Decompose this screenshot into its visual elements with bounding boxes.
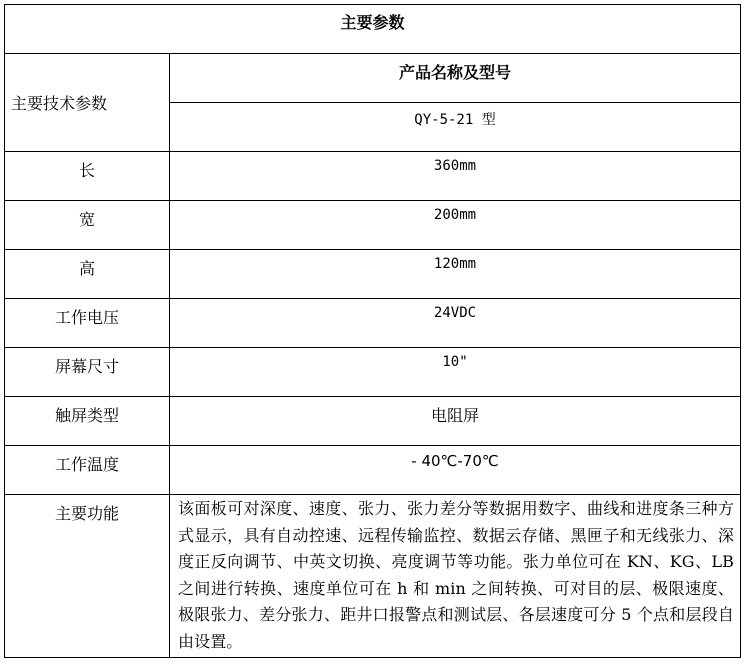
table-row	[5, 446, 741, 495]
parameters-table	[4, 4, 741, 658]
table-title-cell	[5, 5, 741, 54]
row-label-cell	[5, 446, 170, 495]
row-label: 触屏类型	[54, 406, 119, 425]
product-name-header: 产品名称及型号	[399, 63, 512, 82]
header-row	[5, 54, 741, 103]
functions-text-cell	[170, 495, 741, 658]
row-label: 屏幕尺寸	[54, 357, 119, 376]
row-value-cell	[170, 299, 741, 348]
row-value: 24VDC	[433, 305, 477, 321]
functions-label-cell	[5, 495, 170, 658]
title-row	[5, 5, 741, 54]
row-label: 工作温度	[54, 455, 119, 474]
main-tech-params-label: 主要技术参数	[11, 94, 108, 113]
functions-row	[5, 495, 741, 658]
row-label-cell	[5, 397, 170, 446]
row-value: 电阻屏	[431, 406, 480, 425]
table-row	[5, 397, 741, 446]
row-value-cell	[170, 250, 741, 299]
model-cell	[170, 103, 741, 152]
main-tech-params-label-cell	[5, 54, 170, 152]
row-value: 120mm	[433, 256, 477, 272]
product-name-header-cell	[170, 54, 741, 103]
row-label: 宽	[78, 210, 95, 229]
row-value-cell	[170, 348, 741, 397]
row-label: 工作电压	[54, 308, 119, 327]
model-value: QY-5-21 型	[414, 112, 496, 128]
row-value-cell	[170, 152, 741, 201]
row-value: - 40℃-70℃	[411, 452, 499, 470]
row-value-cell	[170, 201, 741, 250]
row-label-cell	[5, 201, 170, 250]
row-label: 长	[78, 161, 95, 180]
row-label-cell	[5, 152, 170, 201]
row-value-cell	[170, 397, 741, 446]
functions-label: 主要功能	[54, 504, 119, 523]
table-row	[5, 152, 741, 201]
row-value: 200mm	[433, 207, 477, 223]
table-row	[5, 299, 741, 348]
table-row	[5, 250, 741, 299]
table-title: 主要参数	[340, 13, 405, 32]
functions-text: 该面板可对深度、速度、张力、张力差分等数据用数字、曲线和进度条三种方式显示，具有自动控速、远程传输监控、数据云存储、黑匣子和无线张力、深度正反向调节、中英文切换、亮度调节等功能。张力单位可在 KN、KG、LB 之间进行转换、速度单位可在 h 和 min 之间转换、可对目的层、极限速度、极限张力、差分张力、距井口报警点和测试层、各层速度可分 5 个点和层段自由设置。	[178, 499, 735, 651]
row-label: 高	[78, 259, 95, 278]
row-value: 360mm	[433, 158, 477, 174]
row-value-cell	[170, 446, 741, 495]
row-label-cell	[5, 348, 170, 397]
table-row	[5, 201, 741, 250]
table-row	[5, 348, 741, 397]
row-label-cell	[5, 299, 170, 348]
row-value: 10"	[442, 354, 468, 370]
parameters-document	[4, 4, 740, 658]
row-label-cell	[5, 250, 170, 299]
